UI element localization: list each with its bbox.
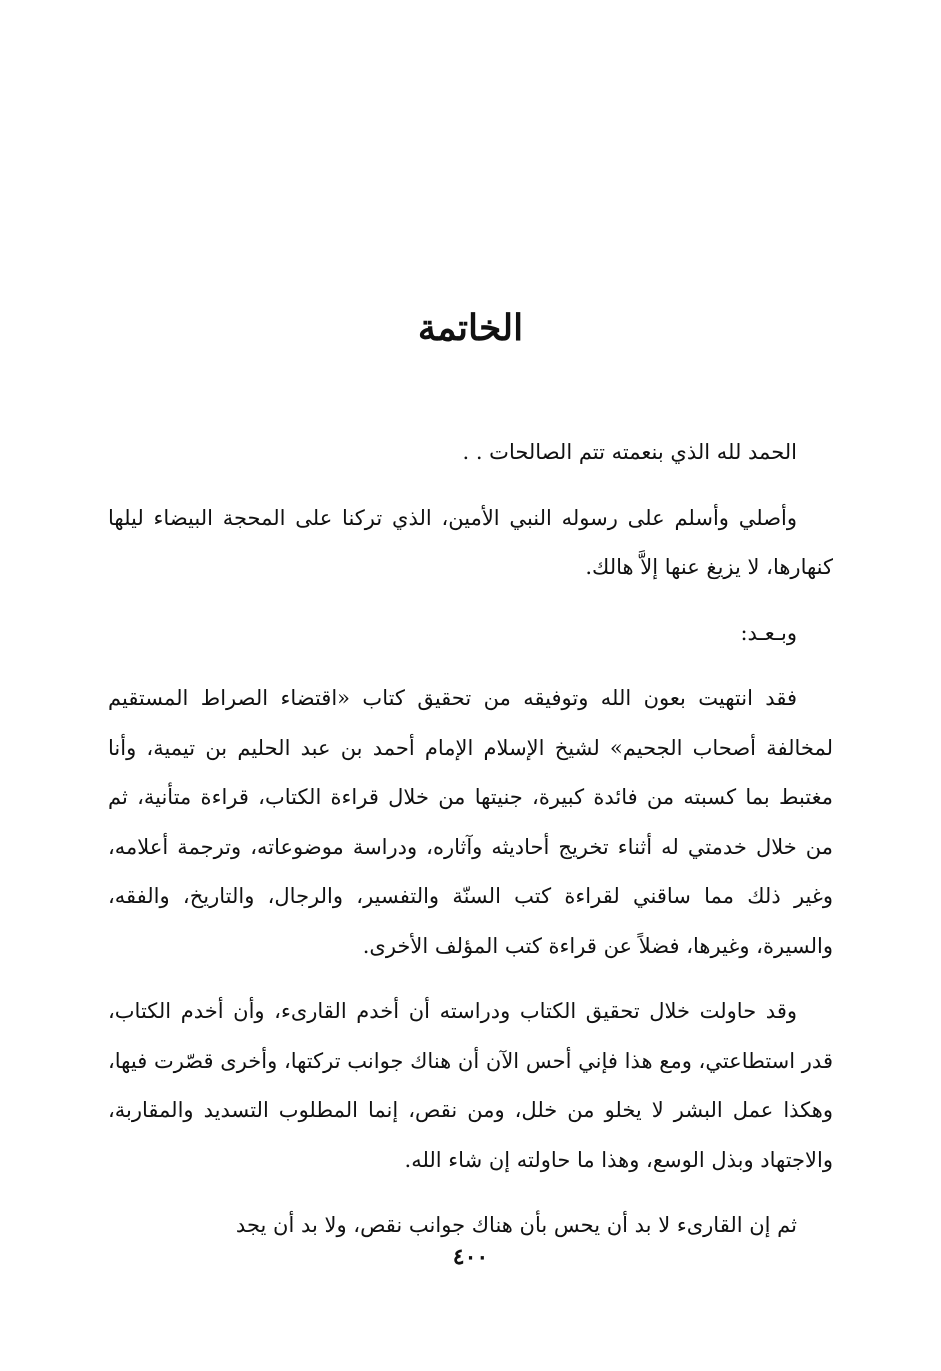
paragraph-salutation: وأصلي وأسلم على رسوله النبي الأمين، الذي تركنا على المحجة البيضاء ليلها كنهارها، لا يزيغ عنها إلاَّ هالك. bbox=[108, 505, 833, 579]
chapter-title: الخاتمة bbox=[417, 307, 524, 349]
paragraph-efforts: وقد حاولت خلال تحقيق الكتاب ودراسته أن أخدم القارىء، وأن أخدم الكتاب، قدر استطاعتي، ومع هذا فإني أحس الآن أن هناك جوانب تركتها، وأخرى قصّرت فيها، وهكذا عمل البشر لا يخلو من خلل، ومن نقص، إنما المطلوب التسديد والمقاربة، والاجتهاد وبذل الوسع، وهذا ما حاولته إن شاء الله. bbox=[108, 999, 833, 1172]
paragraph-reader: ثم إن القارىء لا بد أن يحس بأن هناك جوانب نقص، ولا بد أن يجد bbox=[235, 1213, 797, 1237]
paragraph-completion: فقد انتهيت بعون الله وتوفيقه من تحقيق كتاب «اقتضاء الصراط المستقيم لمخالفة أصحاب الجحيم» لشيخ الإسلام الإمام أحمد بن عبد الحليم بن تيمية، وأنا مغتبط بما كسبته من فائدة كبيرة، جنيتها من خلال قراءة الكتاب، قراءة متأنية، ثم من خلال خدمتي له أثناء تخريج أحاديثه وآثاره، ودراسة موضوعاته، وترجمة أعلامه، وغير ذلك مما ساقني لقراءة كتب السنّة والتفسير، والرجال، والتاريخ، والفقه، والسيرة، وغيرها، فضلاً عن قراءة كتب المؤلف الأخرى. bbox=[108, 686, 833, 958]
paragraph-transition: وبـعـد: bbox=[740, 620, 797, 645]
paragraph-praise: الحمد لله الذي بنعمته تتم الصالحات . . bbox=[462, 440, 797, 464]
page-number: ٤٠٠ bbox=[452, 1244, 489, 1270]
body-text bbox=[108, 428, 833, 1251]
